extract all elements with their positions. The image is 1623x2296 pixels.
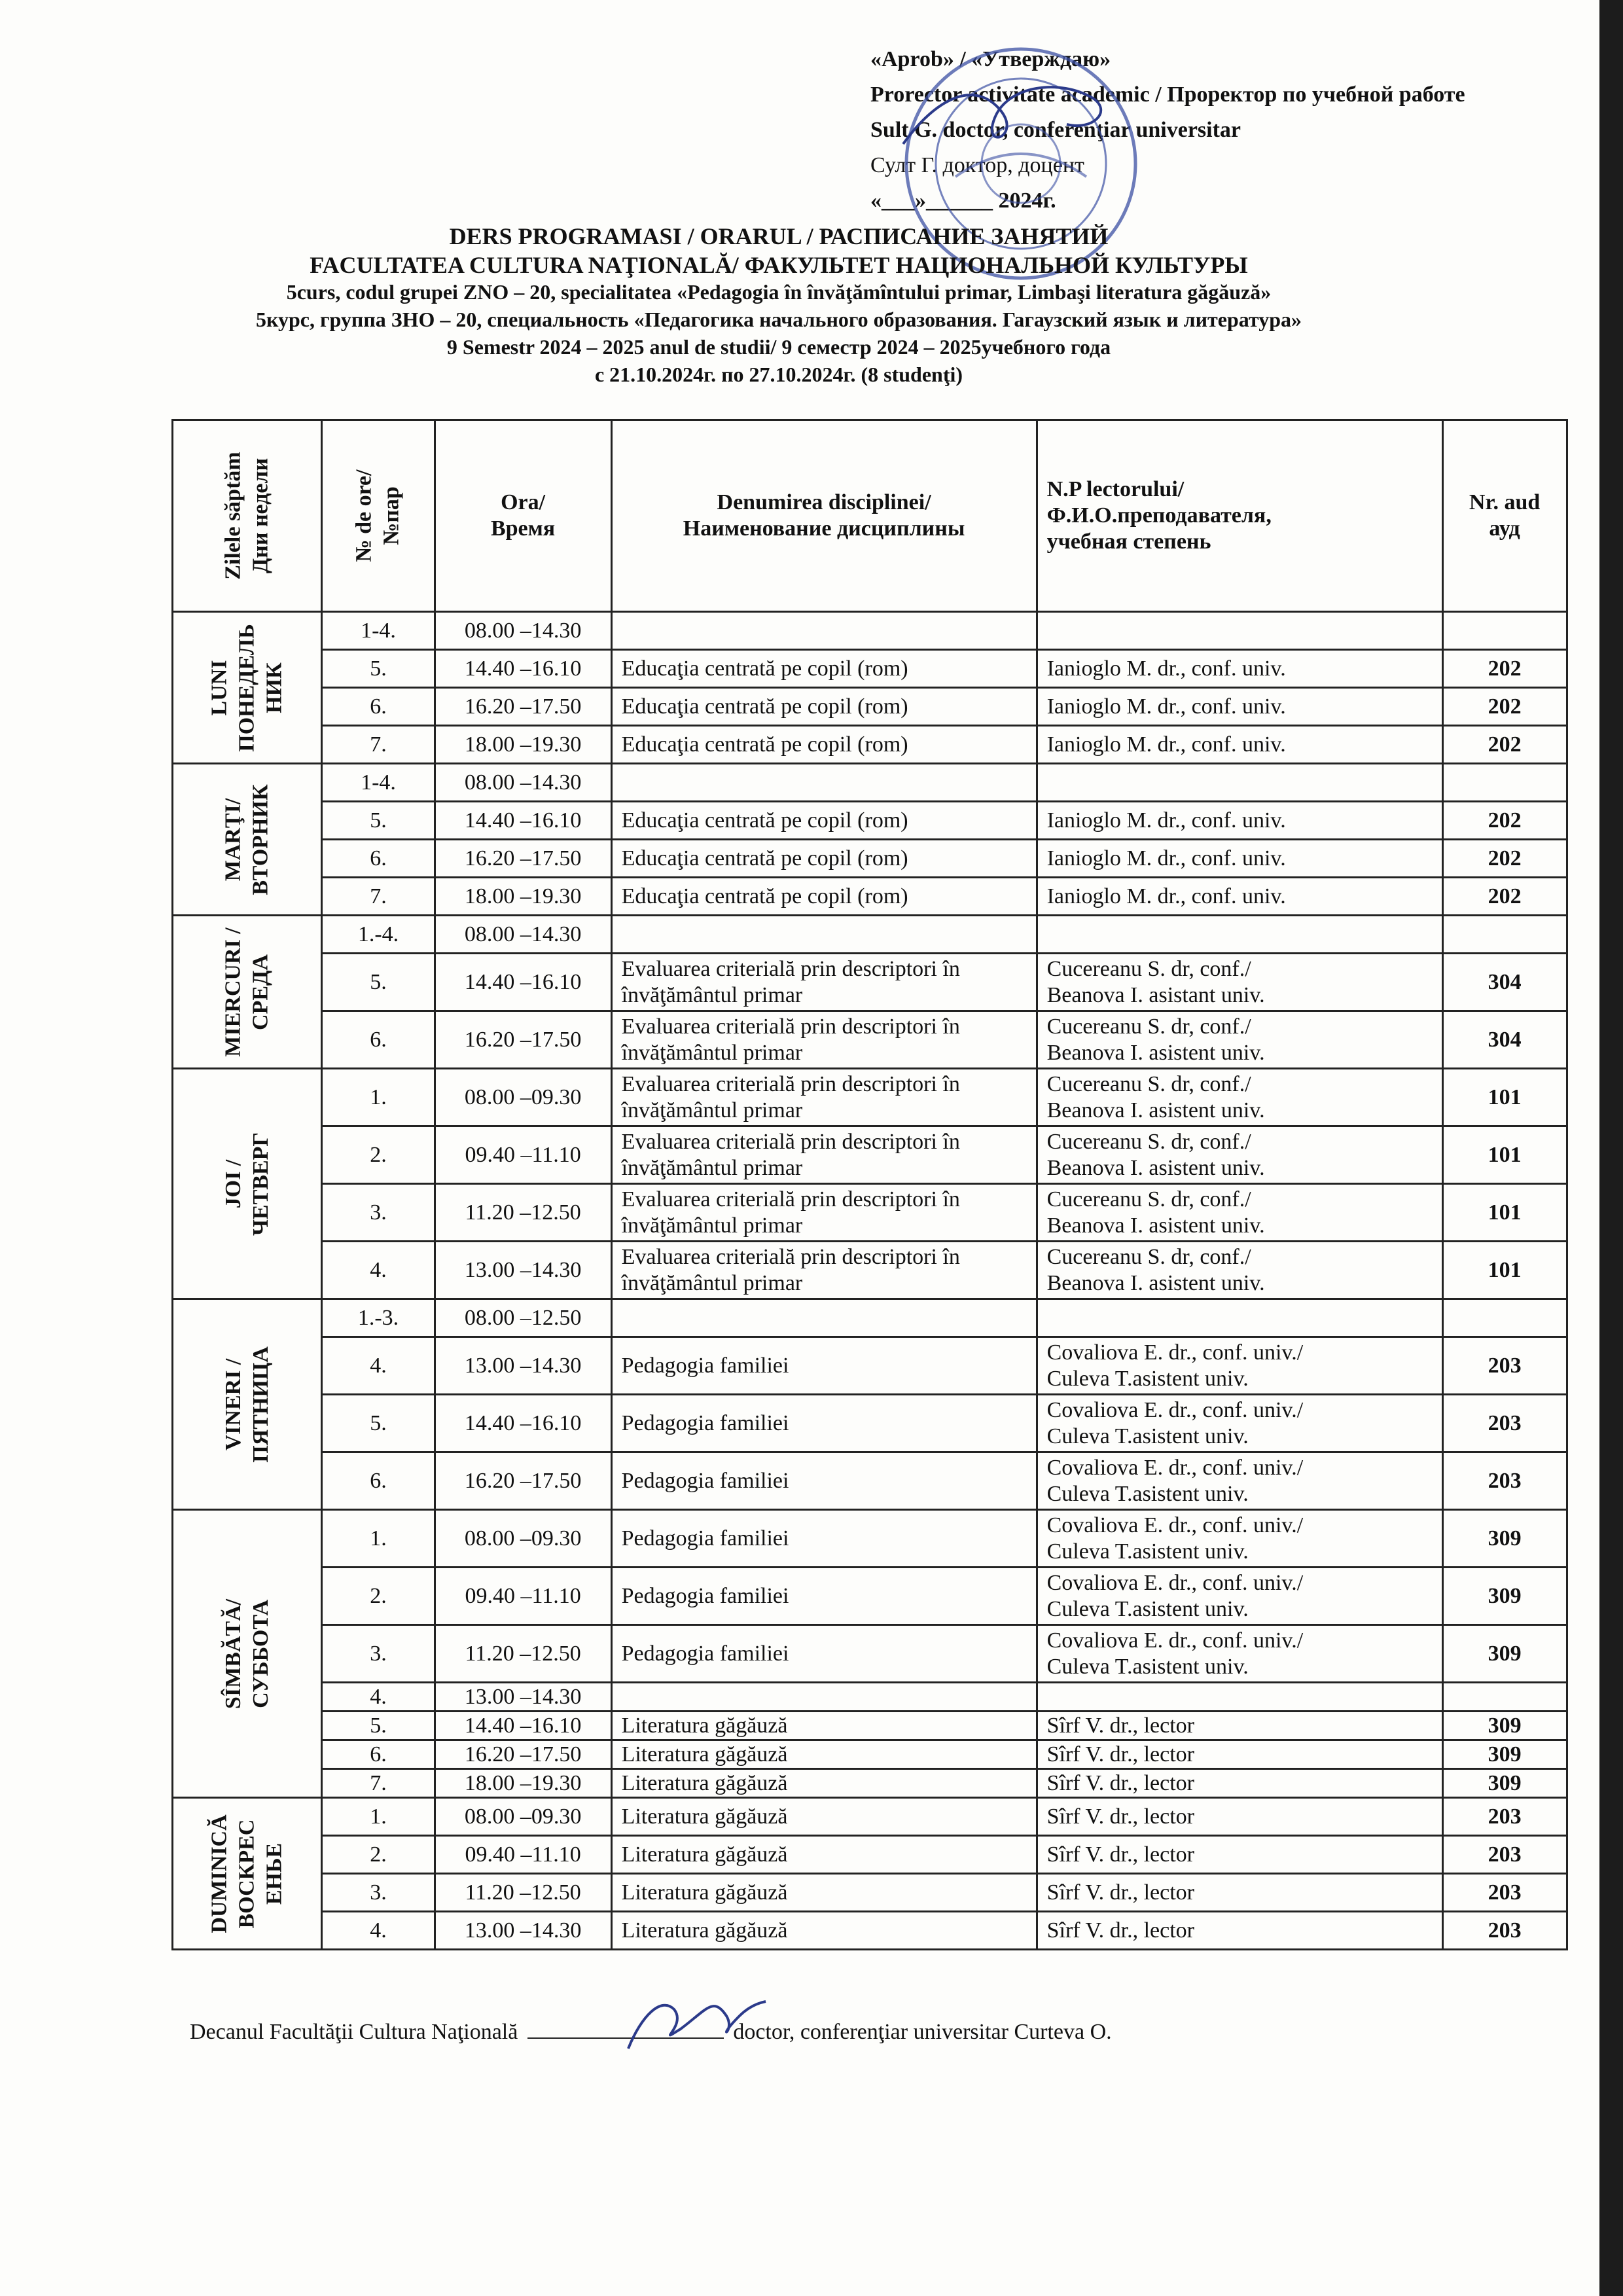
time-cell: 16.20 –17.50 (435, 840, 611, 878)
table-row (173, 1625, 1567, 1683)
dean-label: Decanul Facultăţii Cultura Naţională (190, 2020, 518, 2044)
auditorium-cell: 101 (1442, 1184, 1567, 1242)
dean-name: doctor, conferenţiar universitar Curteva O. (733, 2020, 1112, 2044)
time-cell: 18.00 –19.30 (435, 878, 611, 916)
table-row (173, 1912, 1567, 1950)
day-cell: VINERI / ПЯТНИЦА (173, 1299, 322, 1510)
pair-number-cell: 6. (322, 1452, 435, 1510)
lecturer-cell: Sîrf V. dr., lector (1037, 1769, 1442, 1798)
lecturer-cell: Covaliova E. dr., conf. univ./ Culeva T.asistent univ. (1037, 1568, 1442, 1625)
auditorium-cell: 101 (1442, 1242, 1567, 1299)
lecturer-cell (1037, 1299, 1442, 1337)
lecturer-cell: Ianioglo M. dr., conf. univ. (1037, 650, 1442, 688)
discipline-cell: Educaţia centrată pe copil (rom) (611, 802, 1037, 840)
time-cell: 16.20 –17.50 (435, 1011, 611, 1069)
table-row (173, 802, 1567, 840)
lecturer-cell: Cucereanu S. dr, conf./ Beanova I. asistent univ. (1037, 1184, 1442, 1242)
discipline-cell: Literatura găgăuză (611, 1740, 1037, 1769)
time-cell: 08.00 –14.30 (435, 612, 611, 650)
lecturer-cell (1037, 916, 1442, 954)
time-cell: 16.20 –17.50 (435, 688, 611, 726)
table-row (173, 1011, 1567, 1069)
discipline-cell: Pedagogia familiei (611, 1568, 1037, 1625)
time-cell: 08.00 –14.30 (435, 764, 611, 802)
discipline-cell: Educaţia centrată pe copil (rom) (611, 650, 1037, 688)
pair-number-cell: 7. (322, 1769, 435, 1798)
approval-line-2: Prorector activitate academic / Проректор по учебной работе (870, 82, 1465, 107)
time-cell: 13.00 –14.30 (435, 1242, 611, 1299)
day-cell: MARŢI/ ВТОРНИК (173, 764, 322, 916)
lecturer-cell: Covaliova E. dr., conf. univ./ Culeva T.asistent univ. (1037, 1625, 1442, 1683)
day-cell: JOI / ЧЕТВЕРГ (173, 1069, 322, 1299)
pair-number-cell: 3. (322, 1184, 435, 1242)
auditorium-cell: 309 (1442, 1510, 1567, 1568)
time-cell: 13.00 –14.30 (435, 1337, 611, 1395)
pair-number-cell: 3. (322, 1874, 435, 1912)
table-row (173, 764, 1567, 802)
col-header-time: Ora/ Время (435, 420, 611, 612)
time-cell: 13.00 –14.30 (435, 1683, 611, 1712)
lecturer-cell: Cucereanu S. dr, conf./ Beanova I. asistent univ. (1037, 1242, 1442, 1299)
lecturer-cell: Sîrf V. dr., lector (1037, 1912, 1442, 1950)
lecturer-cell: Sîrf V. dr., lector (1037, 1740, 1442, 1769)
table-row (173, 1740, 1567, 1769)
auditorium-cell: 202 (1442, 802, 1567, 840)
table-row (173, 1184, 1567, 1242)
table-header-row (173, 420, 1567, 612)
time-cell: 08.00 –09.30 (435, 1069, 611, 1126)
discipline-cell: Pedagogia familiei (611, 1625, 1037, 1683)
auditorium-cell (1442, 1299, 1567, 1337)
table-row (173, 1568, 1567, 1625)
auditorium-cell (1442, 764, 1567, 802)
day-cell: MIERCURI / СРЕДА (173, 916, 322, 1069)
scan-edge (1599, 0, 1623, 2296)
pair-number-cell: 4. (322, 1683, 435, 1712)
group-ro: 5curs, codul grupei ZNO – 20, specialitatea «Pedagogia în învăţămîntului primar, Limbaşi literatura găgăuză» (286, 280, 1272, 304)
discipline-cell (611, 1683, 1037, 1712)
faculty-name: FACULTATEA CULTURA NAŢIONALĂ/ ФАКУЛЬТЕТ НАЦИОНАЛЬНОЙ КУЛЬТУРЫ (310, 252, 1248, 278)
time-cell: 08.00 –09.30 (435, 1798, 611, 1836)
auditorium-cell: 202 (1442, 878, 1567, 916)
table-row (173, 688, 1567, 726)
lecturer-cell: Ianioglo M. dr., conf. univ. (1037, 840, 1442, 878)
schedule-table (171, 419, 1568, 1950)
lecturer-cell: Sîrf V. dr., lector (1037, 1798, 1442, 1836)
time-cell: 13.00 –14.30 (435, 1912, 611, 1950)
auditorium-cell: 202 (1442, 688, 1567, 726)
lecturer-cell: Sîrf V. dr., lector (1037, 1836, 1442, 1874)
table-row (173, 1836, 1567, 1874)
auditorium-cell: 203 (1442, 1874, 1567, 1912)
table-row (173, 1452, 1567, 1510)
pair-number-cell: 2. (322, 1568, 435, 1625)
discipline-cell: Literatura găgăuză (611, 1874, 1037, 1912)
table-row (173, 954, 1567, 1011)
table-row (173, 726, 1567, 764)
table-row (173, 1069, 1567, 1126)
lecturer-cell: Ianioglo M. dr., conf. univ. (1037, 802, 1442, 840)
pair-number-cell: 4. (322, 1242, 435, 1299)
pair-number-cell: 6. (322, 1740, 435, 1769)
discipline-cell (611, 916, 1037, 954)
pair-number-cell: 5. (322, 650, 435, 688)
pair-number-cell: 6. (322, 1011, 435, 1069)
pair-number-cell: 1.-4. (322, 916, 435, 954)
time-cell: 08.00 –09.30 (435, 1510, 611, 1568)
approval-signature-icon (897, 72, 1132, 164)
lecturer-cell: Sîrf V. dr., lector (1037, 1712, 1442, 1740)
discipline-cell: Educaţia centrată pe copil (rom) (611, 840, 1037, 878)
discipline-cell: Pedagogia familiei (611, 1395, 1037, 1452)
auditorium-cell: 309 (1442, 1740, 1567, 1769)
approval-line-4: Султ Г. доктор, доцент (870, 153, 1084, 177)
pair-number-cell: 5. (322, 1395, 435, 1452)
time-cell: 09.40 –11.10 (435, 1568, 611, 1625)
auditorium-cell (1442, 916, 1567, 954)
auditorium-cell: 203 (1442, 1452, 1567, 1510)
table-row (173, 1712, 1567, 1740)
pair-number-cell: 5. (322, 954, 435, 1011)
lecturer-cell: Covaliova E. dr., conf. univ./ Culeva T.asistent univ. (1037, 1337, 1442, 1395)
pair-number-cell: 3. (322, 1625, 435, 1683)
pair-number-cell: 6. (322, 688, 435, 726)
discipline-cell: Literatura găgăuză (611, 1798, 1037, 1836)
time-cell: 14.40 –16.10 (435, 650, 611, 688)
time-cell: 14.40 –16.10 (435, 1395, 611, 1452)
schedule-title: DERS PROGRAMASI / ORARUL / РАСПИСАНИЕ ЗАНЯТИЙ (449, 223, 1109, 249)
table-row (173, 1510, 1567, 1568)
day-cell: SÎMBĂTĂ/ СУББОТА (173, 1510, 322, 1798)
time-cell: 11.20 –12.50 (435, 1184, 611, 1242)
discipline-cell: Educaţia centrată pe copil (rom) (611, 726, 1037, 764)
discipline-cell: Literatura găgăuză (611, 1912, 1037, 1950)
auditorium-cell: 309 (1442, 1712, 1567, 1740)
discipline-cell: Literatura găgăuză (611, 1769, 1037, 1798)
table-row (173, 916, 1567, 954)
dean-signature-icon (615, 1990, 772, 2055)
time-cell: 14.40 –16.10 (435, 954, 611, 1011)
day-cell: DUMINICĂ ВОСКРЕС ЕНЬЕ (173, 1798, 322, 1950)
lecturer-cell: Covaliova E. dr., conf. univ./ Culeva T.asistent univ. (1037, 1452, 1442, 1510)
table-row (173, 1874, 1567, 1912)
time-cell: 16.20 –17.50 (435, 1452, 611, 1510)
auditorium-cell: 202 (1442, 650, 1567, 688)
time-cell: 18.00 –19.30 (435, 726, 611, 764)
pair-number-cell: 4. (322, 1912, 435, 1950)
pair-number-cell: 7. (322, 726, 435, 764)
pair-number-cell: 2. (322, 1126, 435, 1184)
discipline-cell: Literatura găgăuză (611, 1712, 1037, 1740)
day-cell: LUNI ПОНЕДЕЛЬ НИК (173, 612, 322, 764)
discipline-cell: Educaţia centrată pe copil (rom) (611, 878, 1037, 916)
time-cell: 14.40 –16.10 (435, 1712, 611, 1740)
lecturer-cell: Ianioglo M. dr., conf. univ. (1037, 726, 1442, 764)
auditorium-cell (1442, 1683, 1567, 1712)
semester: 9 Semestr 2024 – 2025 anul de studii/ 9 семестр 2024 – 2025учебного года (446, 335, 1111, 359)
auditorium-cell: 203 (1442, 1798, 1567, 1836)
discipline-cell: Pedagogia familiei (611, 1452, 1037, 1510)
discipline-cell: Evaluarea criterială prin descriptori în învăţământul primar (611, 1126, 1037, 1184)
table-row (173, 1299, 1567, 1337)
lecturer-cell: Cucereanu S. dr, conf./ Beanova I. asistant univ. (1037, 954, 1442, 1011)
auditorium-cell: 203 (1442, 1395, 1567, 1452)
discipline-cell: Pedagogia familiei (611, 1337, 1037, 1395)
auditorium-cell: 202 (1442, 840, 1567, 878)
discipline-cell (611, 612, 1037, 650)
col-header-lecturer: N.P lectorului/ Ф.И.О.преподавателя, учебная степень (1037, 420, 1442, 612)
lecturer-cell (1037, 1683, 1442, 1712)
table-row (173, 1798, 1567, 1836)
auditorium-cell (1442, 612, 1567, 650)
time-cell: 11.20 –12.50 (435, 1874, 611, 1912)
col-header-auditorium: Nr. aud ауд (1442, 420, 1567, 612)
lecturer-cell: Covaliova E. dr., conf. univ./ Culeva T.asistent univ. (1037, 1395, 1442, 1452)
auditorium-cell: 203 (1442, 1337, 1567, 1395)
lecturer-cell (1037, 764, 1442, 802)
discipline-cell (611, 1299, 1037, 1337)
pair-number-cell: 1. (322, 1510, 435, 1568)
approval-line-3: Sult G. doctor, conferenţiar universitar (870, 118, 1241, 142)
discipline-cell (611, 764, 1037, 802)
lecturer-cell: Ianioglo M. dr., conf. univ. (1037, 878, 1442, 916)
discipline-cell: Pedagogia familiei (611, 1510, 1037, 1568)
discipline-cell: Evaluarea criterială prin descriptori în învăţământul primar (611, 1011, 1037, 1069)
pair-number-cell: 7. (322, 878, 435, 916)
time-cell: 14.40 –16.10 (435, 802, 611, 840)
auditorium-cell: 304 (1442, 1011, 1567, 1069)
table-row (173, 1337, 1567, 1395)
table-row (173, 1683, 1567, 1712)
auditorium-cell: 203 (1442, 1836, 1567, 1874)
table-row (173, 840, 1567, 878)
lecturer-cell: Ianioglo M. dr., conf. univ. (1037, 688, 1442, 726)
time-cell: 09.40 –11.10 (435, 1126, 611, 1184)
lecturer-cell: Cucereanu S. dr, conf./ Beanova I. asistent univ. (1037, 1011, 1442, 1069)
pair-number-cell: 1. (322, 1798, 435, 1836)
pair-number-cell: 2. (322, 1836, 435, 1874)
lecturer-cell: Cucereanu S. dr, conf./ Beanova I. asistent univ. (1037, 1126, 1442, 1184)
pair-number-cell: 5. (322, 802, 435, 840)
pair-number-cell: 1-4. (322, 764, 435, 802)
pair-number-cell: 1. (322, 1069, 435, 1126)
table-row (173, 1126, 1567, 1184)
lecturer-cell: Covaliova E. dr., conf. univ./ Culeva T.asistent univ. (1037, 1510, 1442, 1568)
time-cell: 08.00 –14.30 (435, 916, 611, 954)
lecturer-cell: Cucereanu S. dr, conf./ Beanova I. asistent univ. (1037, 1069, 1442, 1126)
lecturer-cell: Sîrf V. dr., lector (1037, 1874, 1442, 1912)
table-row (173, 650, 1567, 688)
period: с 21.10.2024г. по 27.10.2024г. (8 studenţi) (594, 363, 963, 386)
auditorium-cell: 309 (1442, 1769, 1567, 1798)
auditorium-cell: 304 (1442, 954, 1567, 1011)
lecturer-cell (1037, 612, 1442, 650)
discipline-cell: Evaluarea criterială prin descriptori în învăţământul primar (611, 954, 1037, 1011)
table-row (173, 1395, 1567, 1452)
pair-number-cell: 4. (322, 1337, 435, 1395)
auditorium-cell: 101 (1442, 1126, 1567, 1184)
auditorium-cell: 203 (1442, 1912, 1567, 1950)
pair-number-cell: 6. (322, 840, 435, 878)
table-row (173, 1242, 1567, 1299)
pair-number-cell: 5. (322, 1712, 435, 1740)
discipline-cell: Evaluarea criterială prin descriptori în învăţământul primar (611, 1242, 1037, 1299)
time-cell: 18.00 –19.30 (435, 1769, 611, 1798)
time-cell: 08.00 –12.50 (435, 1299, 611, 1337)
table-row (173, 612, 1567, 650)
table-row (173, 878, 1567, 916)
discipline-cell: Educaţia centrată pe copil (rom) (611, 688, 1037, 726)
approval-line-5: «___»______ 2024г. (870, 188, 1056, 213)
time-cell: 09.40 –11.10 (435, 1836, 611, 1874)
approval-line-1: «Aprob» / «Утверждаю» (870, 47, 1111, 71)
col-header-number: № de ore/ №пар (322, 420, 435, 612)
auditorium-cell: 101 (1442, 1069, 1567, 1126)
auditorium-cell: 309 (1442, 1625, 1567, 1683)
col-header-day: Zilele săptăm Дни недели (173, 420, 322, 612)
auditorium-cell: 309 (1442, 1568, 1567, 1625)
time-cell: 16.20 –17.50 (435, 1740, 611, 1769)
discipline-cell: Evaluarea criterială prin descriptori în învăţământul primar (611, 1069, 1037, 1126)
pair-number-cell: 1-4. (322, 612, 435, 650)
col-header-discipline: Denumirea disciplinei/ Наименование дисциплины (611, 420, 1037, 612)
auditorium-cell: 202 (1442, 726, 1567, 764)
time-cell: 11.20 –12.50 (435, 1625, 611, 1683)
pair-number-cell: 1.-3. (322, 1299, 435, 1337)
discipline-cell: Evaluarea criterială prin descriptori în învăţământul primar (611, 1184, 1037, 1242)
table-row (173, 1769, 1567, 1798)
group-ru: 5курс, группа ЗНО – 20, специальность «Педагогика начального образования. Гагаузский язык и литература» (255, 308, 1302, 331)
discipline-cell: Literatura găgăuză (611, 1836, 1037, 1874)
